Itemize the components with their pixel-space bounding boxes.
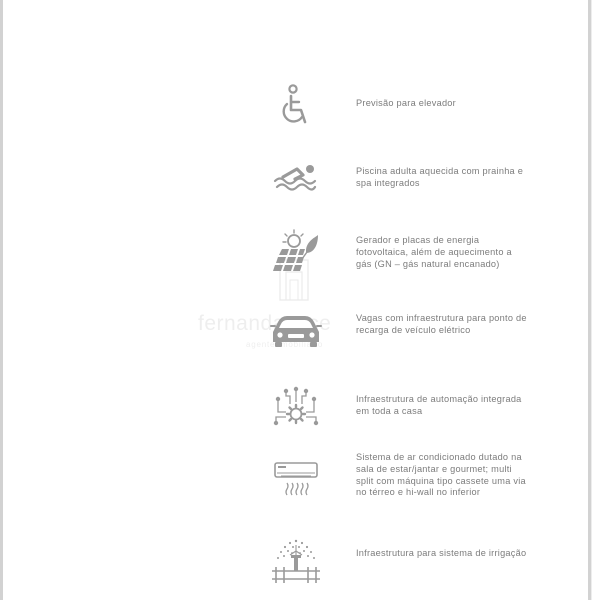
solar-energy-icon — [268, 228, 324, 276]
automation-icon — [268, 382, 324, 430]
irrigation-icon — [268, 537, 324, 585]
amenity-text: Piscina adulta aquecida com prainha e spa integrados — [356, 166, 524, 188]
swimming-icon — [268, 152, 324, 200]
accessibility-icon — [268, 82, 324, 130]
watermark-name: fernandavgce — [198, 312, 332, 335]
air-conditioner-icon — [268, 456, 324, 504]
amenity-text: Infraestrutura de automação integrada em toda a casa — [356, 394, 522, 416]
amenity-text: Sistema de ar condicionado dutado na sala de estar/jantar e gourmet; multi split com máquina tipo cassete uma via no térreo e hi-wall no inferior — [356, 452, 526, 498]
watermark-subtitle: agente imobiliário — [246, 340, 324, 349]
amenity-text: Previsão para elevador — [356, 98, 456, 108]
left-frame-border — [0, 0, 3, 600]
amenity-text: Vagas com infraestrutura para ponto de recarga de veículo elétrico — [356, 313, 527, 335]
electric-car-icon — [268, 305, 324, 353]
amenity-text: Gerador e placas de energia fotovoltaica, além de aquecimento a gás (GN – gás natural encanado) — [356, 235, 512, 269]
amenity-text: Infraestrutura para sistema de irrigação — [356, 548, 527, 558]
